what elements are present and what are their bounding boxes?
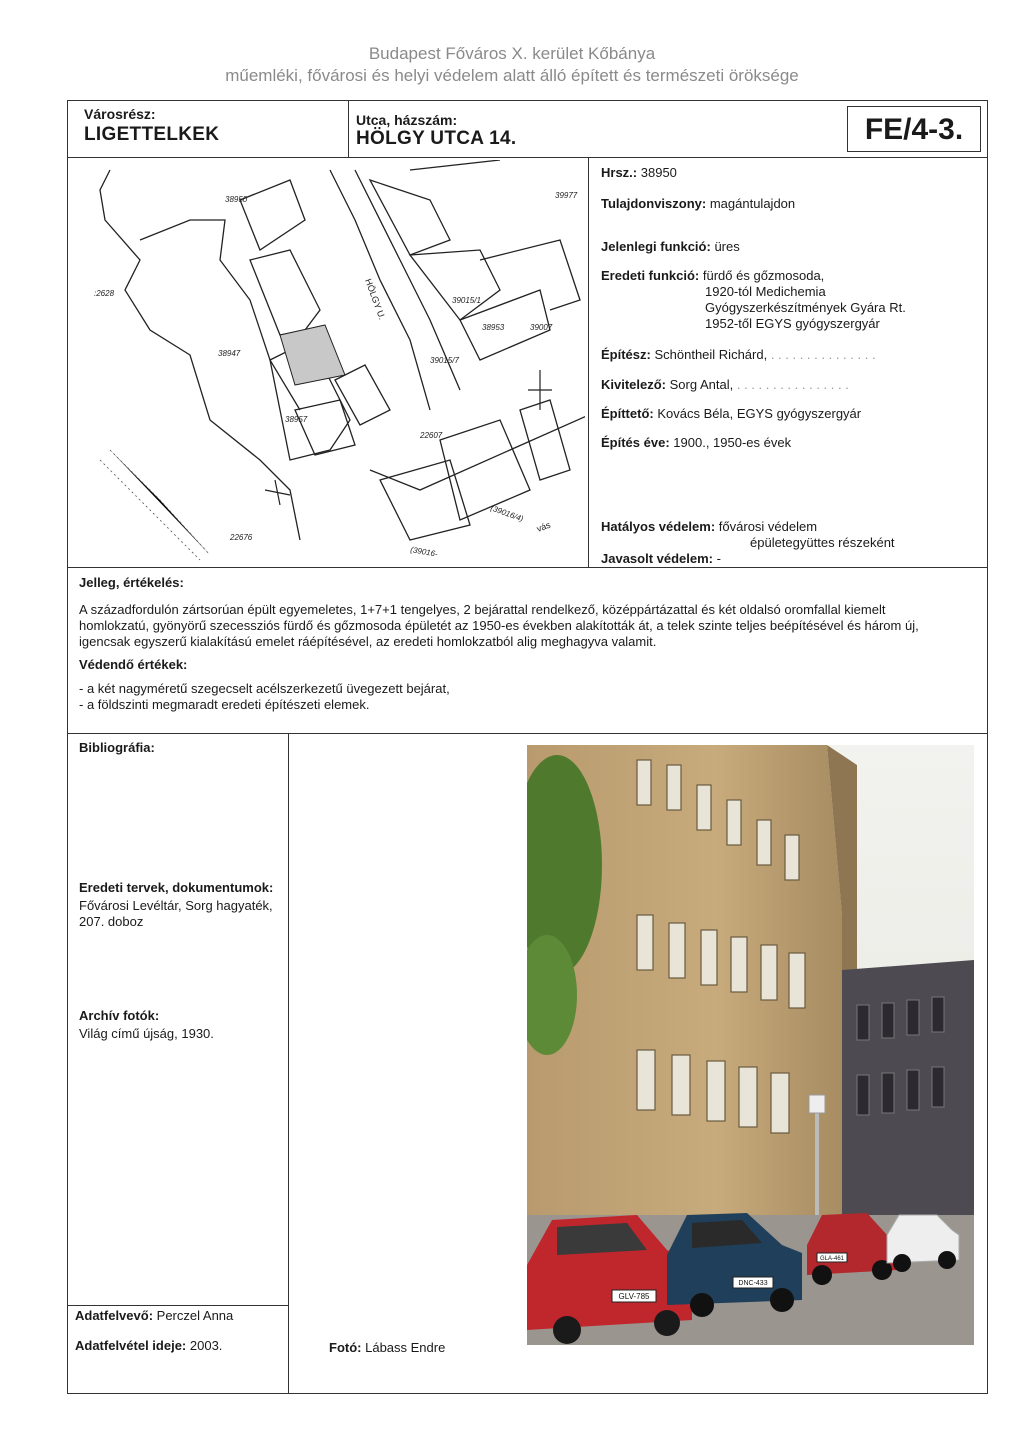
record-code: FE/4-3. [847, 106, 981, 152]
window [707, 1061, 725, 1121]
javasolt-vedelem-row: Javasolt védelem: - [601, 551, 721, 566]
map-block-outline [520, 400, 570, 480]
window [757, 820, 771, 865]
map-block-outline [370, 180, 450, 255]
map-label: 38953 [482, 323, 505, 332]
window [697, 785, 711, 830]
eredeti-funkcio-value: fürdő és gőzmosoda, [702, 268, 825, 283]
window [789, 953, 805, 1008]
railway-line [110, 450, 210, 555]
adatfelvevo-row: Adatfelvevő: Perczel Anna [75, 1308, 234, 1323]
foto-credit-row: Fotó: Lábass Endre [329, 1340, 446, 1355]
hrsz-value: 38950 [640, 165, 677, 180]
window [907, 1070, 919, 1110]
window [637, 760, 651, 805]
map-street-label: HÖLGY U. [363, 277, 388, 321]
jelleg-title: Jelleg, értékelés: [79, 575, 184, 590]
foto-credit-value: Lábass Endre [365, 1340, 446, 1355]
epitesz-row: Építész: Schöntheil Richárd, . . . . . . . . . . . . . . . [601, 347, 876, 362]
window [932, 1067, 944, 1107]
map-block-outline [480, 240, 580, 310]
epites-eve-row: Építés éve: 1900., 1950-es évek [601, 435, 792, 450]
map-label: :2628 [94, 289, 115, 298]
header-line-1: Budapest Főváros X. kerület Kőbánya [368, 44, 656, 63]
map-block-outline [240, 180, 305, 250]
hatalyos-vedelem-line: épületegyüttes részeként [750, 535, 895, 550]
footer-divider [67, 1305, 288, 1306]
archiv-fotok-value: Világ című újság, 1930. [79, 1026, 214, 1041]
epitteto-value: Kovács Béla, EGYS gyógyszergyár [657, 406, 862, 421]
window [701, 930, 717, 985]
jelleg-text [79, 602, 984, 650]
map-block-outline [250, 250, 320, 335]
map-label: 39015/7 [430, 356, 459, 365]
window [857, 1005, 869, 1040]
railway-line [100, 460, 200, 560]
jelleg-line: A századfordulón zártsorúan épült egyemeletes, 1+7+1 tengelyes, 2 bejárattal rendelkező, középpártázattal és két oldalsó oromfallal kiemelt [79, 602, 886, 617]
window [637, 915, 653, 970]
adatfelvetel-ideje-value: 2003. [189, 1338, 223, 1353]
map-label: 38947 [218, 349, 241, 358]
eredeti-tervek-line: 207. doboz [79, 914, 144, 929]
license-plate: GLV-785 [618, 1292, 650, 1301]
map-label: (39016/4) [489, 503, 525, 524]
eredeti-funkcio-line: Gyógyszerkészítmények Gyára Rt. [705, 300, 906, 315]
map-label: 38957 [285, 415, 308, 424]
window [882, 1003, 894, 1038]
map-block-outline [295, 400, 355, 455]
window [731, 937, 747, 992]
highlighted-parcel [280, 325, 345, 385]
vedendo-title: Védendő értékek: [79, 657, 188, 672]
window [739, 1067, 757, 1127]
map-label: 22607 [420, 431, 443, 440]
eredeti-funkcio-line: 1920-tól Medichemia [705, 284, 826, 299]
hatalyos-vedelem-row: Hatályos védelem: fővárosi védelem [601, 519, 818, 534]
map-label: 39015/1 [452, 296, 481, 305]
window [637, 1050, 655, 1110]
varosresz-value: LIGETTELKEK [84, 124, 220, 145]
map-block-outline [140, 220, 300, 410]
map-label: 38950 [225, 195, 248, 204]
kivitelezo-value: Sorg Antal, [669, 377, 734, 392]
tulajdon-value: magántulajdon [709, 196, 796, 211]
map-label: 22676 [230, 533, 253, 542]
hatalyos-vedelem-value: fővárosi védelem [718, 519, 818, 534]
eredeti-funkcio-row: Eredeti funkció: fürdő és gőzmosoda, [601, 268, 825, 283]
vedendo-list [79, 681, 450, 713]
adatfelvetel-ideje-row: Adatfelvétel ideje: 2003. [75, 1338, 223, 1353]
vedendo-item: - a földszinti megmaradt eredeti építészeti elemek. [79, 697, 370, 712]
sidebar-separator [288, 733, 289, 1394]
vedendo-item: - a két nagyméretű szegecselt acélszerkezetű üvegezett bejárat, [79, 681, 450, 696]
map-cross-marker [265, 480, 290, 505]
window [932, 997, 944, 1032]
window [771, 1073, 789, 1133]
top-section-divider [67, 567, 988, 568]
archiv-fotok-title: Archív fotók: [79, 1008, 160, 1023]
varosresz-label: Városrész: [84, 106, 156, 122]
adatfelvevo-value: Perczel Anna [156, 1308, 234, 1323]
epitesz-value: Schöntheil Richárd, [654, 347, 768, 362]
window [727, 800, 741, 845]
eredeti-tervek-title: Eredeti tervek, dokumentumok: [79, 880, 274, 895]
map-label: (39016- [409, 545, 439, 559]
window [907, 1000, 919, 1035]
window [669, 923, 685, 978]
window [667, 765, 681, 810]
window [672, 1055, 690, 1115]
license-plate: DNC-433 [738, 1280, 768, 1287]
street-lamp [815, 1105, 819, 1225]
header-separator-1 [348, 100, 349, 157]
map-street-label: vás [535, 519, 552, 534]
jelleg-line: homlokzatú, gyönyörű szecessziós fürdő és gőzmosoda épületét az 1950-es években alakították át, a telek szinte teljes beépítésével és három új, [79, 618, 919, 633]
utca-label: Utca, házszám: [356, 112, 458, 128]
map-label: 39007 [530, 323, 553, 332]
window [761, 945, 777, 1000]
building-photo [527, 745, 974, 1345]
utca-value: HÖLGY UTCA 14. [356, 128, 517, 149]
eredeti-funkcio-line: 1952-től EGYS gyógyszergyár [705, 316, 880, 331]
bibliografia-title: Bibliográfia: [79, 740, 155, 755]
window [785, 835, 799, 880]
street-lamp-head [809, 1095, 825, 1113]
window [882, 1073, 894, 1113]
cadastral-map [80, 160, 585, 565]
license-plate: GLA-461 [819, 1256, 845, 1262]
map-info-separator [588, 157, 589, 567]
map-block-outline [100, 170, 300, 540]
epitteto-row: Építtető: Kovács Béla, EGYS gyógyszergyár [601, 406, 862, 421]
eredeti-tervek-line: Fővárosi Levéltár, Sorg hagyaték, [79, 898, 273, 913]
map-cross-marker [528, 370, 552, 410]
header-divider [67, 157, 988, 158]
middle-section-divider [67, 733, 988, 734]
header-line-2: műemléki, fővárosi és helyi védelem alatt álló épített és természeti öröksége [225, 66, 799, 85]
epites-eve-value: 1900., 1950-es évek [673, 435, 792, 450]
jelleg-line: igencsak egyszerű kialakítású emelet ráépítésével, az eredeti homlokzatból alig meghagyva valamit. [79, 634, 657, 649]
tulajdon-row: Tulajdonviszony: magántulajdon [601, 196, 796, 211]
map-block-outline [370, 410, 585, 490]
javasolt-vedelem-value: - [716, 551, 721, 566]
kivitelezo-row: Kivitelező: Sorg Antal, . . . . . . . . . . . . . . . . [601, 377, 849, 392]
jelenlegi-funkcio-value: üres [714, 239, 740, 254]
map-block-outline [380, 460, 470, 540]
map-label: 39977 [555, 191, 578, 200]
jelenlegi-funkcio-row: Jelenlegi funkció: üres [601, 239, 740, 254]
map-block-outline [410, 160, 500, 170]
window [857, 1075, 869, 1115]
hrsz-row: Hrsz.: 38950 [601, 165, 677, 180]
